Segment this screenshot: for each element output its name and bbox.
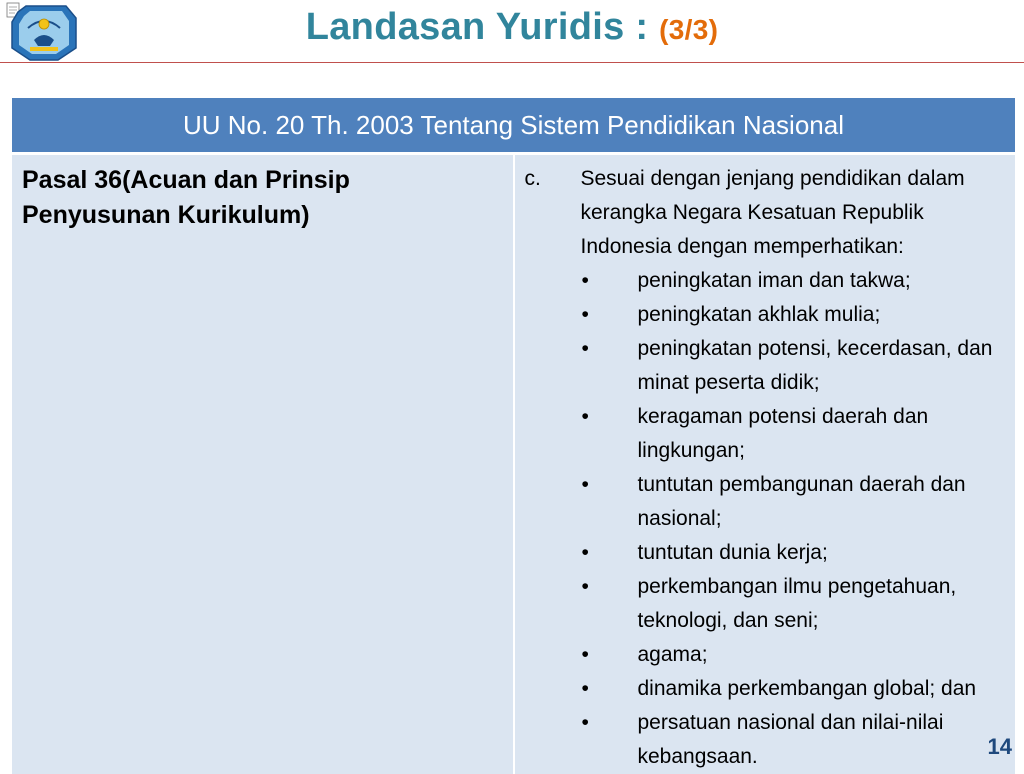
list-item xyxy=(525,638,1004,672)
list-item-text: keragaman potensi daerah dan lingkungan; xyxy=(638,400,1004,468)
list-item-text: dinamika perkembangan global; dan xyxy=(638,672,1004,706)
bullet-list xyxy=(525,264,1004,774)
list-item xyxy=(525,536,1004,570)
list-item xyxy=(525,332,1004,400)
item-text: Sesuai dengan jenjang pendidikan dalam kerangka Negara Kesatuan Republik Indonesia dengan memperhatikan: xyxy=(581,162,1004,264)
list-item-text: tuntutan dunia kerja; xyxy=(638,536,1004,570)
table-header: UU No. 20 Th. 2003 Tentang Sistem Pendidikan Nasional xyxy=(12,98,1015,154)
content-cell xyxy=(514,154,1016,774)
list-item-text: persatuan nasional dan nilai-nilai kebangsaan. xyxy=(638,706,1004,774)
bullet-icon: • xyxy=(525,332,638,400)
list-item-text: tuntutan pembangunan daerah dan nasional; xyxy=(638,468,1004,536)
law-table xyxy=(12,98,1015,774)
bullet-icon: • xyxy=(525,468,638,536)
bullet-icon: • xyxy=(525,298,638,332)
list-item xyxy=(525,706,1004,774)
list-item-text: peningkatan akhlak mulia; xyxy=(638,298,1004,332)
page-title-main: Landasan Yuridis : xyxy=(306,6,659,48)
bullet-icon: • xyxy=(525,536,638,570)
pasal-label: Pasal 36(Acuan dan Prinsip Penyusunan Kurikulum) xyxy=(12,155,513,233)
list-item xyxy=(525,672,1004,706)
list-item xyxy=(525,468,1004,536)
list-item-text: peningkatan iman dan takwa; xyxy=(638,264,1004,298)
list-item-text: perkembangan ilmu pengetahuan, teknologi, dan seni; xyxy=(638,570,1004,638)
bullet-icon: • xyxy=(525,570,638,638)
bullet-icon: • xyxy=(525,400,638,468)
page-title-part: (3/3) xyxy=(659,14,718,45)
list-item xyxy=(525,264,1004,298)
page-title xyxy=(0,6,1024,49)
page-number: 14 xyxy=(988,734,1012,760)
bullet-icon: • xyxy=(525,638,638,672)
list-item-text: peningkatan potensi, kecerdasan, dan minat peserta didik; xyxy=(638,332,1004,400)
list-item xyxy=(525,570,1004,638)
pasal-cell xyxy=(12,154,514,774)
list-item xyxy=(525,298,1004,332)
bullet-icon: • xyxy=(525,264,638,298)
title-divider xyxy=(0,62,1024,63)
item-marker: c. xyxy=(525,162,581,264)
list-item xyxy=(525,400,1004,468)
bullet-icon: • xyxy=(525,672,638,706)
list-item-text: agama; xyxy=(638,638,1004,672)
bullet-icon: • xyxy=(525,706,638,774)
item-c xyxy=(525,162,1004,264)
